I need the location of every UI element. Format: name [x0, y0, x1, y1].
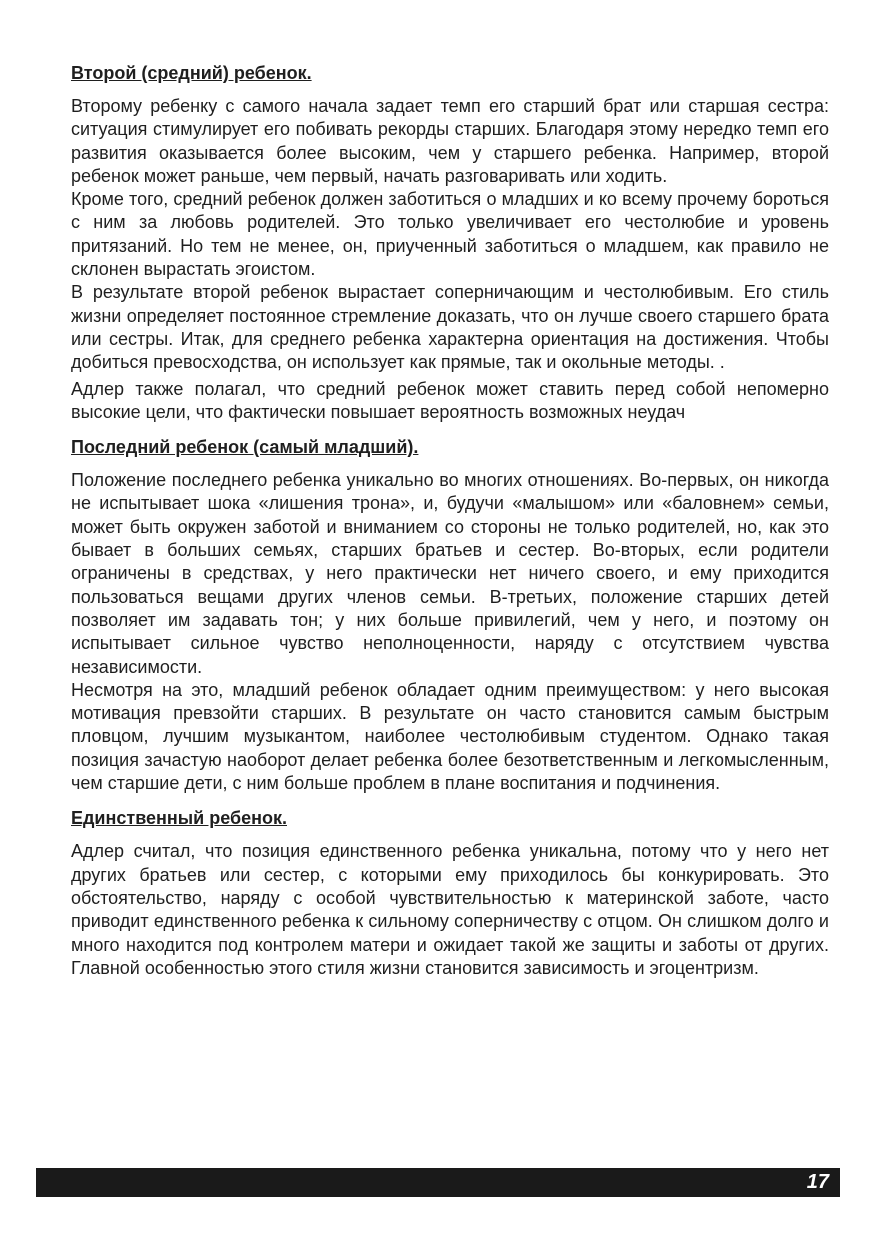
page-number: 17 — [806, 1171, 829, 1193]
paragraph: Несмотря на это, младший ребенок обладает одним преимуществом: у него высокая мотивация превзойти старших. В результате он часто становится самым быстрым пловцом, лучшим музыкантом, наиболее честолюбивым студентом. Однако такая позиция зачастую наоборот делает ребенка более безответственным и легкомысленным, чем старшие дети, с ним больше проблем в плане воспитания и подчинения. — [71, 679, 829, 794]
paragraph: Адлер считал, что позиция единственного ребенка уникальна, потому что у него нет других братьев или сестер, с которыми ему приходилось бы конкурировать. Это обстоятельство, наряду с особой чувствительностью к материнской заботе, часто приводит единственного ребенка к сильному соперничеству с отцом. Он слишком долго и много находится под контролем матери и ожидает такой же защиты и заботы от других. Главной особенностью этого стиля жизни становится зависимость и эгоцентризм. — [71, 841, 829, 978]
section-last-child — [71, 436, 829, 795]
section-only-child — [71, 807, 829, 980]
paragraph: Второму ребенку с самого начала задает темп его старший брат или старшая сестра: ситуация стимулирует его побивать рекорды старших. Благодаря этому нередко темп его развития оказывается более высоким, чем у старшего ребенка. Например, второй ребенок может раньше, чем первый, начать разговаривать или ходить. — [71, 96, 829, 186]
footer-bar — [36, 1168, 840, 1197]
section-heading: Второй (средний) ребенок. — [71, 63, 312, 83]
page-content — [71, 62, 829, 992]
section-second-child — [71, 62, 829, 424]
paragraph: Положение последнего ребенка уникально во многих отношениях. Во-первых, он никогда не испытывает шока «лишения трона», и, будучи «малышом» или «баловнем» семьи, может быть окружен заботой и вниманием со стороны не только родителей, но, как это бывает в больших семьях, старших братьев и сестер. Во-вторых, если родители ограничены в средствах, у него практически нет ничего своего, и ему приходится пользоваться вещами других членов семьи. В-третьих, положение старших детей позволяет им задавать тон; у них больше привилегий, чем у него, и поэтому он испытывает сильное чувство неполноценности, наряду с отсутствием чувства независимости. — [71, 470, 829, 677]
paragraph: Адлер также полагал, что средний ребенок может ставить перед собой непомерно высокие цели, что фактически повышает вероятность возможных неудач — [71, 378, 829, 422]
paragraph: В результате второй ребенок вырастает соперничающим и честолюбивым. Его стиль жизни определяет постоянное стремление доказать, что он лучше своего старшего брата или сестры. Итак, для среднего ребенка характерна ориентация на достижения. Чтобы добиться превосходства, он использует как прямые, так и окольные методы. . — [71, 282, 829, 373]
paragraph: Кроме того, средний ребенок должен заботиться о младших и ко всему прочему бороться с ним за любовь родителей. Это только увеличивает его честолюбие и уровень притязаний. Но тем не менее, он, приученный заботиться о младшем, как правило не склонен вырастать эгоистом. — [71, 189, 829, 280]
section-heading: Последний ребенок (самый младший). — [71, 437, 419, 458]
section-heading: Единственный ребенок. — [71, 808, 287, 829]
